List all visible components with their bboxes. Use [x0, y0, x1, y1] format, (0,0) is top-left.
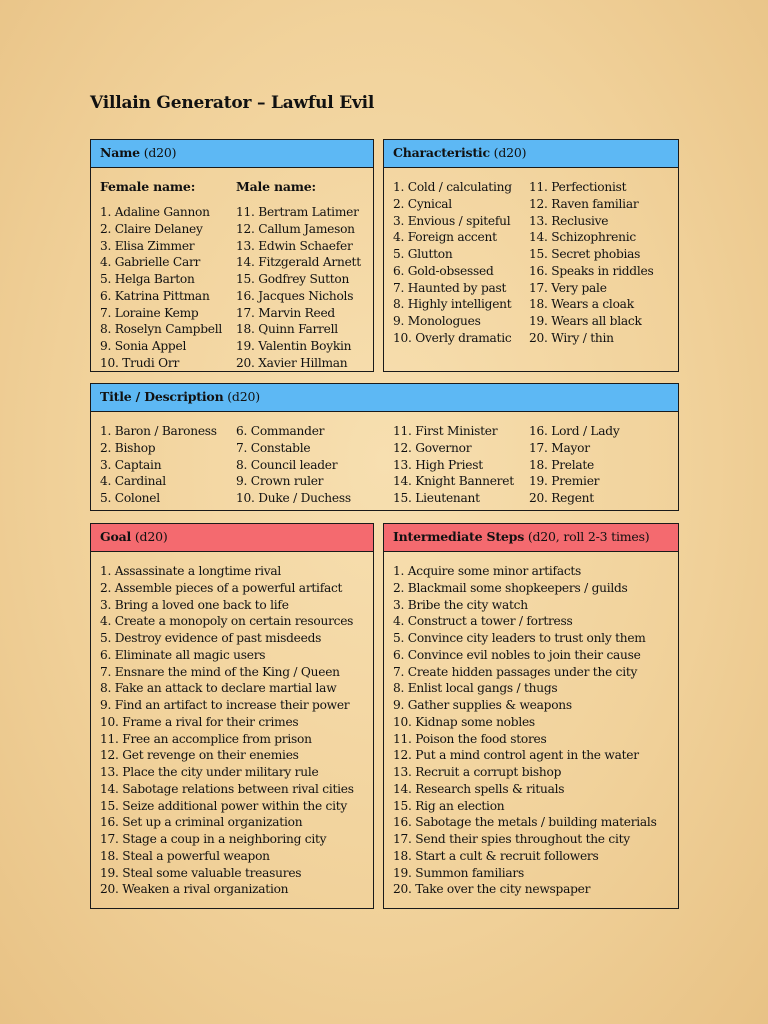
- list-item: 7. Constable: [236, 440, 311, 455]
- list-item: 19. Summon familiars: [393, 865, 525, 880]
- list-item: 17. Mayor: [529, 440, 590, 455]
- intermediate-steps-list: [393, 563, 657, 898]
- list-item: 2. Claire Delaney: [100, 221, 203, 236]
- title-list-4: [529, 423, 619, 507]
- list-item: 1. Assassinate a longtime rival: [100, 564, 282, 578]
- list-item: 5. Destroy evidence of past misdeeds: [100, 631, 322, 645]
- list-item: 9. Gather supplies & weapons: [393, 698, 572, 712]
- list-item: 10. Trudi Orr: [100, 355, 180, 370]
- list-item: 5. Convince city leaders to trust only them: [393, 631, 646, 645]
- goal-list: [100, 563, 354, 898]
- list-item: 6. Katrina Pittman: [100, 288, 210, 303]
- list-item: 8. Roselyn Campbell: [100, 322, 222, 337]
- list-item: 6. Commander: [236, 424, 325, 438]
- list-item: 18. Quinn Farrell: [236, 322, 338, 337]
- list-item: 12. Governor: [393, 440, 472, 455]
- name-header-dice: (d20): [143, 145, 177, 160]
- list-item: 15. Lieutenant: [393, 491, 480, 505]
- list-item: 17. Very pale: [529, 280, 607, 295]
- list-item: 5. Helga Barton: [100, 272, 195, 286]
- list-item: 7. Haunted by past: [393, 280, 507, 295]
- list-item: 8. Highly intelligent: [393, 297, 512, 312]
- list-item: 13. Place the city under military rule: [100, 765, 319, 779]
- list-item: 2. Assemble pieces of a powerful artifact: [100, 580, 343, 595]
- list-item: 3. Elisa Zimmer: [100, 238, 195, 253]
- list-item: 8. Council leader: [236, 457, 338, 472]
- list-item: 9. Crown ruler: [236, 474, 324, 489]
- list-item: 15. Godfrey Sutton: [236, 272, 350, 286]
- list-item: 17. Marvin Reed: [236, 305, 335, 320]
- list-item: 20. Xavier Hillman: [236, 355, 348, 370]
- list-item: 18. Wears a cloak: [529, 297, 634, 312]
- list-item: 7. Loraine Kemp: [100, 305, 199, 320]
- list-item: 11. Free an accomplice from prison: [100, 731, 312, 746]
- list-item: 19. Valentin Boykin: [236, 339, 352, 353]
- list-item: 16. Set up a criminal organization: [100, 815, 303, 830]
- list-item: 8. Enlist local gangs / thugs: [393, 681, 558, 696]
- list-item: 11. Bertram Latimer: [236, 205, 359, 219]
- list-item: 1. Cold / calculating: [393, 180, 512, 194]
- list-item: 10. Frame a rival for their crimes: [100, 714, 299, 729]
- male-name-label: Male name:: [236, 179, 316, 194]
- characteristic-header: [384, 140, 678, 168]
- title-list-3: [393, 423, 514, 507]
- list-item: 1. Baron / Baroness: [100, 424, 217, 438]
- list-item: 6. Gold-obsessed: [393, 263, 494, 278]
- list-item: 11. Poison the food stores: [393, 731, 547, 746]
- list-item: 11. Perfectionist: [529, 180, 627, 194]
- intermediate-steps-header-label: Intermediate Steps: [393, 529, 525, 544]
- intermediate-steps-header: [384, 524, 678, 552]
- list-item: 1. Acquire some minor artifacts: [393, 564, 582, 578]
- list-item: 4. Foreign accent: [393, 230, 497, 245]
- title-list-1: [100, 423, 217, 507]
- goal-header-label: Goal: [100, 529, 132, 544]
- name-header-label: Name: [100, 145, 140, 160]
- list-item: 15. Secret phobias: [529, 247, 641, 261]
- list-item: 10. Duke / Duchess: [236, 491, 351, 505]
- list-item: 14. Knight Banneret: [393, 474, 514, 489]
- list-item: 17. Send their spies throughout the city: [393, 832, 630, 846]
- list-item: 3. Captain: [100, 457, 162, 472]
- list-item: 16. Lord / Lady: [529, 424, 620, 438]
- list-item: 9. Find an artifact to increase their power: [100, 698, 350, 712]
- title-description-header: [91, 384, 678, 412]
- list-item: 9. Monologues: [393, 314, 481, 328]
- characteristic-panel: [383, 139, 679, 372]
- list-item: 20. Take over the city newspaper: [393, 882, 591, 897]
- list-item: 13. Edwin Schaefer: [236, 238, 353, 253]
- list-item: 14. Sabotage relations between rival cities: [100, 781, 354, 796]
- list-item: 9. Sonia Appel: [100, 339, 187, 353]
- page-title: Villain Generator – Lawful Evil: [90, 93, 375, 113]
- list-item: 4. Construct a tower / fortress: [393, 614, 573, 629]
- list-item: 20. Weaken a rival organization: [100, 882, 289, 897]
- goal-header-dice: (d20): [134, 529, 168, 544]
- goal-panel: [90, 523, 374, 909]
- list-item: 19. Steal some valuable treasures: [100, 865, 302, 880]
- intermediate-steps-panel: [383, 523, 679, 909]
- list-item: 7. Create hidden passages under the city: [393, 664, 638, 679]
- list-item: 19. Premier: [529, 474, 600, 489]
- list-item: 14. Fitzgerald Arnett: [236, 255, 361, 270]
- characteristic-header-dice: (d20): [493, 145, 527, 160]
- list-item: 4. Cardinal: [100, 474, 166, 489]
- list-item: 2. Blackmail some shopkeepers / guilds: [393, 580, 628, 595]
- list-item: 3. Bribe the city watch: [393, 597, 528, 612]
- list-item: 12. Raven familiar: [529, 196, 639, 211]
- list-item: 17. Stage a coup in a neighboring city: [100, 832, 327, 846]
- title-description-panel: [90, 383, 679, 511]
- female-name-list: [100, 204, 222, 372]
- goal-header: [91, 524, 373, 552]
- list-item: 4. Create a monopoly on certain resources: [100, 614, 354, 629]
- characteristic-header-label: Characteristic: [393, 145, 490, 160]
- list-item: 2. Cynical: [393, 196, 452, 211]
- list-item: 19. Wears all black: [529, 314, 642, 328]
- list-item: 5. Glutton: [393, 247, 453, 261]
- list-item: 18. Steal a powerful weapon: [100, 848, 270, 863]
- list-item: 11. First Minister: [393, 424, 498, 438]
- list-item: 3. Bring a loved one back to life: [100, 597, 289, 612]
- title-list-2: [236, 423, 351, 507]
- list-item: 16. Jacques Nichols: [236, 288, 354, 303]
- characteristic-list-1: [393, 179, 512, 347]
- title-description-header-dice: (d20): [227, 389, 260, 404]
- list-item: 14. Research spells & rituals: [393, 781, 565, 796]
- list-item: 18. Start a cult & recruit followers: [393, 848, 599, 863]
- name-panel: [90, 139, 374, 372]
- list-item: 2. Bishop: [100, 440, 156, 455]
- list-item: 16. Sabotage the metals / building materials: [393, 815, 657, 830]
- intermediate-steps-header-dice: (d20, roll 2-3 times): [527, 529, 650, 544]
- female-name-label: Female name:: [100, 179, 196, 194]
- list-item: 20. Wiry / thin: [529, 330, 614, 345]
- list-item: 12. Put a mind control agent in the water: [393, 748, 639, 763]
- list-item: 6. Eliminate all magic users: [100, 647, 266, 662]
- list-item: 13. Recruit a corrupt bishop: [393, 765, 562, 779]
- characteristic-list-2: [529, 179, 653, 347]
- list-item: 3. Envious / spiteful: [393, 213, 511, 228]
- list-item: 15. Rig an election: [393, 798, 505, 813]
- list-item: 12. Get revenge on their enemies: [100, 748, 299, 763]
- list-item: 1. Adaline Gannon: [100, 205, 210, 219]
- list-item: 15. Seize additional power within the city: [100, 798, 348, 813]
- list-item: 8. Fake an attack to declare martial law: [100, 681, 337, 696]
- male-name-list: [236, 204, 361, 372]
- list-item: 14. Schizophrenic: [529, 230, 636, 245]
- list-item: 12. Callum Jameson: [236, 221, 355, 236]
- list-item: 13. High Priest: [393, 457, 483, 472]
- list-item: 20. Regent: [529, 491, 594, 505]
- list-item: 5. Colonel: [100, 491, 160, 505]
- list-item: 10. Overly dramatic: [393, 330, 512, 345]
- list-item: 16. Speaks in riddles: [529, 263, 654, 278]
- list-item: 4. Gabrielle Carr: [100, 255, 201, 270]
- title-description-header-label: Title / Description: [100, 389, 224, 404]
- list-item: 7. Ensnare the mind of the King / Queen: [100, 664, 340, 679]
- list-item: 18. Prelate: [529, 457, 595, 472]
- list-item: 10. Kidnap some nobles: [393, 714, 535, 729]
- list-item: 13. Reclusive: [529, 213, 609, 228]
- name-header: [91, 140, 373, 168]
- list-item: 6. Convince evil nobles to join their cause: [393, 647, 641, 662]
